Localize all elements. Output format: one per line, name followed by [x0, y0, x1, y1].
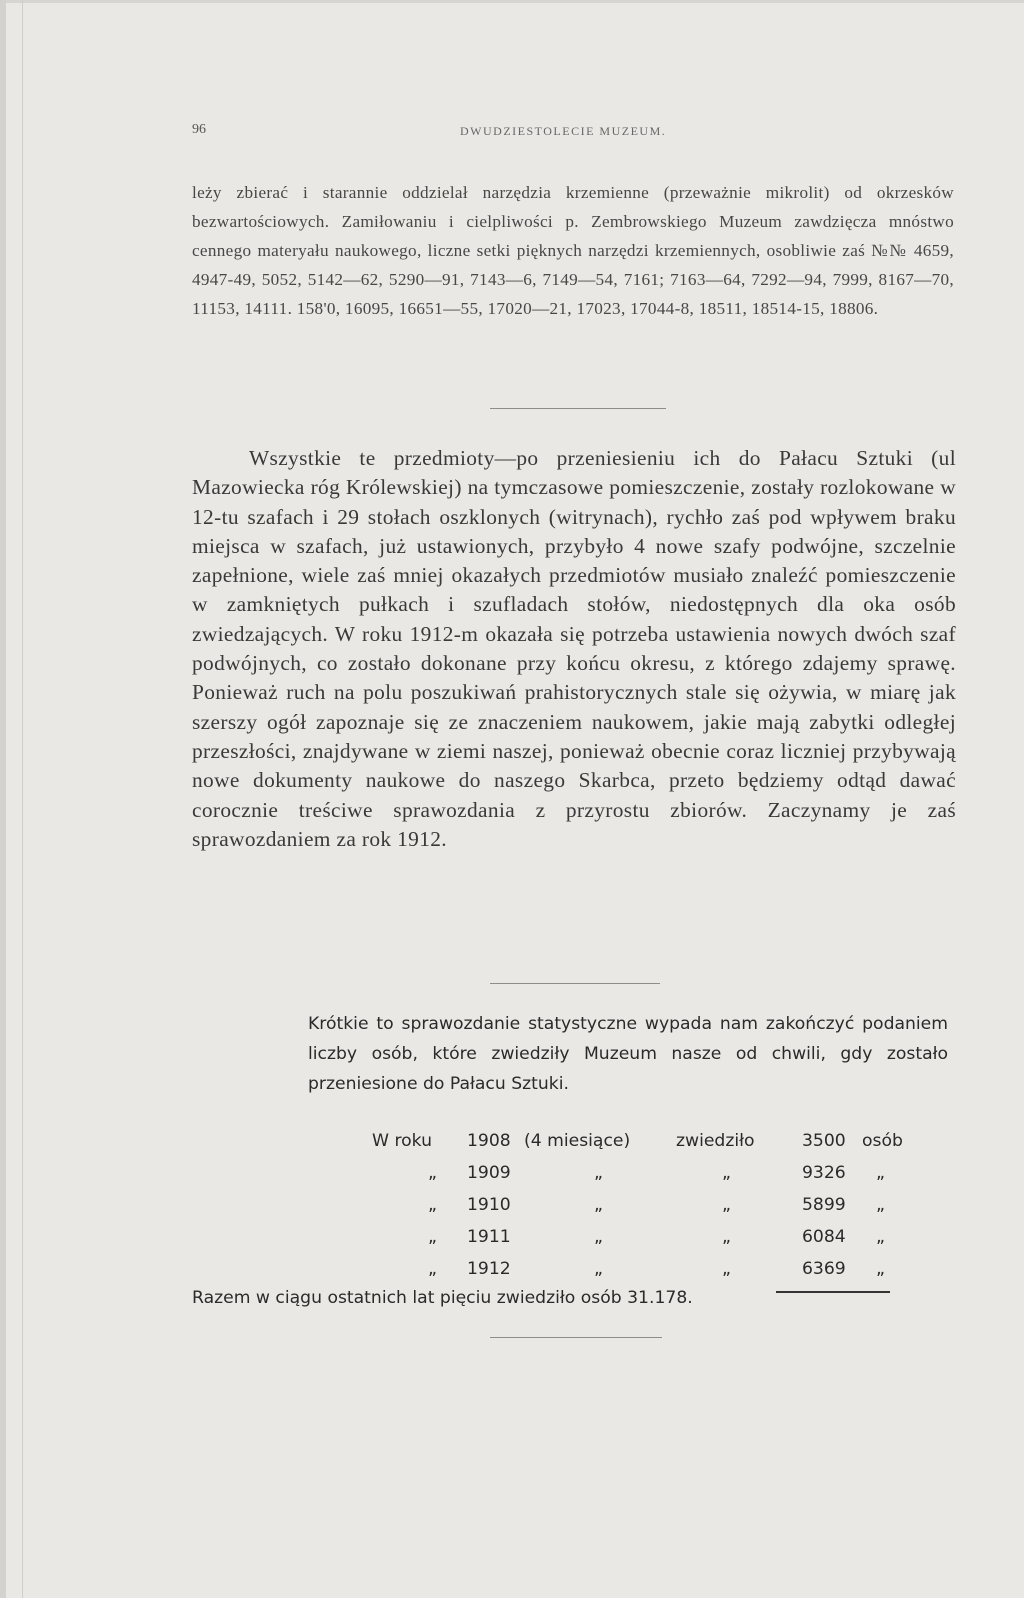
- page-edge-line: [22, 0, 23, 1598]
- main-paragraph: Wszystkie te przedmioty—po przeniesieniu ich do Pałacu Sztuki (ul Mazowiecka róg Królewskiej) na tymczasowe pomieszczenie, zostały rozlokowane w 12-tu szafach i 29 stołach oszklonych (witrynach), rychło zaś pod wpływem braku miejsca w szafach, już ustawionych, przybyło 4 nowe szafy podwójne, szczelnie zapełnione, wiele zaś mniej okazałych przedmiotów musiało znaleźć pomieszczenie w zamkniętych pułkach i szufladach stołów, niedostępnych dla oka osób zwiedzających. W roku 1912-m okazała się potrzeba ustawienia nowych dwóch szaf podwójnych, co zostało dokonane przy końcu okresu, z którego zdajemy sprawę. Ponieważ ruch na polu poszukiwań prahistorycznych stale się ożywia, w miarę jak szerszy ogół zapoznaje się ze znaczeniem naukowem, jakie mają zabytki odległej przeszłości, znajdywane w ziemi naszej, ponieważ obecnie coraz liczniej przybywają nowe dokumenty naukowe do naszego Skarbca, przeto będziemy odtąd dawać corocznie treściwe sprawozdania z przyrostu zbiorów. Zaczynamy je zaś sprawozdaniem za rok 1912.: [192, 446, 956, 851]
- row-count: 6084: [802, 1227, 846, 1247]
- sum-underline: [776, 1291, 890, 1293]
- running-title: DWUDZIESTOLECIE MUZEUM.: [460, 124, 667, 138]
- row-verb: „: [594, 1259, 603, 1279]
- row-prefix: „: [428, 1163, 437, 1183]
- row-ditto: „: [722, 1227, 731, 1247]
- running-head: [192, 122, 952, 142]
- section-divider: [490, 1337, 662, 1338]
- row-count: 3500: [802, 1131, 846, 1151]
- row-unit: „: [876, 1259, 885, 1279]
- row-verb: „: [594, 1227, 603, 1247]
- row-ditto: „: [722, 1163, 731, 1183]
- row-ditto: „: [722, 1259, 731, 1279]
- row-prefix: „: [428, 1259, 437, 1279]
- row-unit: „: [876, 1163, 885, 1183]
- row-prefix: „: [428, 1227, 437, 1247]
- row-verb: „: [594, 1163, 603, 1183]
- row-count: 9326: [802, 1163, 846, 1183]
- row-count: 5899: [802, 1195, 846, 1215]
- section-divider: [490, 408, 666, 409]
- row-prefix: „: [428, 1195, 437, 1215]
- row-year: 1912: [467, 1259, 511, 1279]
- row-unit: „: [876, 1227, 885, 1247]
- row-unit: osób: [862, 1131, 903, 1151]
- row-note: (4 miesiące): [524, 1131, 631, 1151]
- row-year: 1908: [467, 1131, 511, 1151]
- section-divider: [490, 983, 660, 984]
- page-number: 96: [192, 122, 206, 137]
- row-year: 1910: [467, 1195, 511, 1215]
- row-count: 6369: [802, 1259, 846, 1279]
- page-edge-top: [0, 0, 1024, 3]
- row-ditto: „: [722, 1195, 731, 1215]
- total-line: Razem w ciągu ostatnich lat pięciu zwiedziło osób 31.178.: [192, 1288, 693, 1308]
- row-unit: „: [876, 1195, 885, 1215]
- page-edge-left: [0, 0, 6, 1598]
- row-year: 1911: [467, 1227, 511, 1247]
- row-year: 1909: [467, 1163, 511, 1183]
- row-prefix: W roku: [372, 1131, 432, 1151]
- row-verb: „: [594, 1195, 603, 1215]
- small-paragraph: leży zbierać i starannie oddzielał narzędzia krzemienne (przeważnie mikrolit) od okrzesków bezwartościowych. Zamiłowaniu i cielpliwości p. Zembrowskiego Muzeum zawdzięcza mnóstwo cennego materyału naukowego, liczne setki pięknych narzędzi krzemiennych, osobliwie zaś №№ 4659, 4947-49, 5052, 5142—62, 5290—91, 7143—6, 7149—54, 7161; 7163—64, 7292—94, 7999, 8167—70, 11153, 14111. 158'0, 16095, 16651—55, 17020—21, 17023, 17044-8, 18511, 18514-15, 18806.: [192, 183, 954, 318]
- stats-intro: Krótkie to sprawozdanie statystyczne wypada nam zakończyć podaniem liczby osób, które zwiedziły Muzeum nasze od chwili, gdy zostało przeniesione do Pałacu Sztuki.: [308, 1014, 948, 1094]
- row-verb: zwiedziło: [676, 1131, 755, 1151]
